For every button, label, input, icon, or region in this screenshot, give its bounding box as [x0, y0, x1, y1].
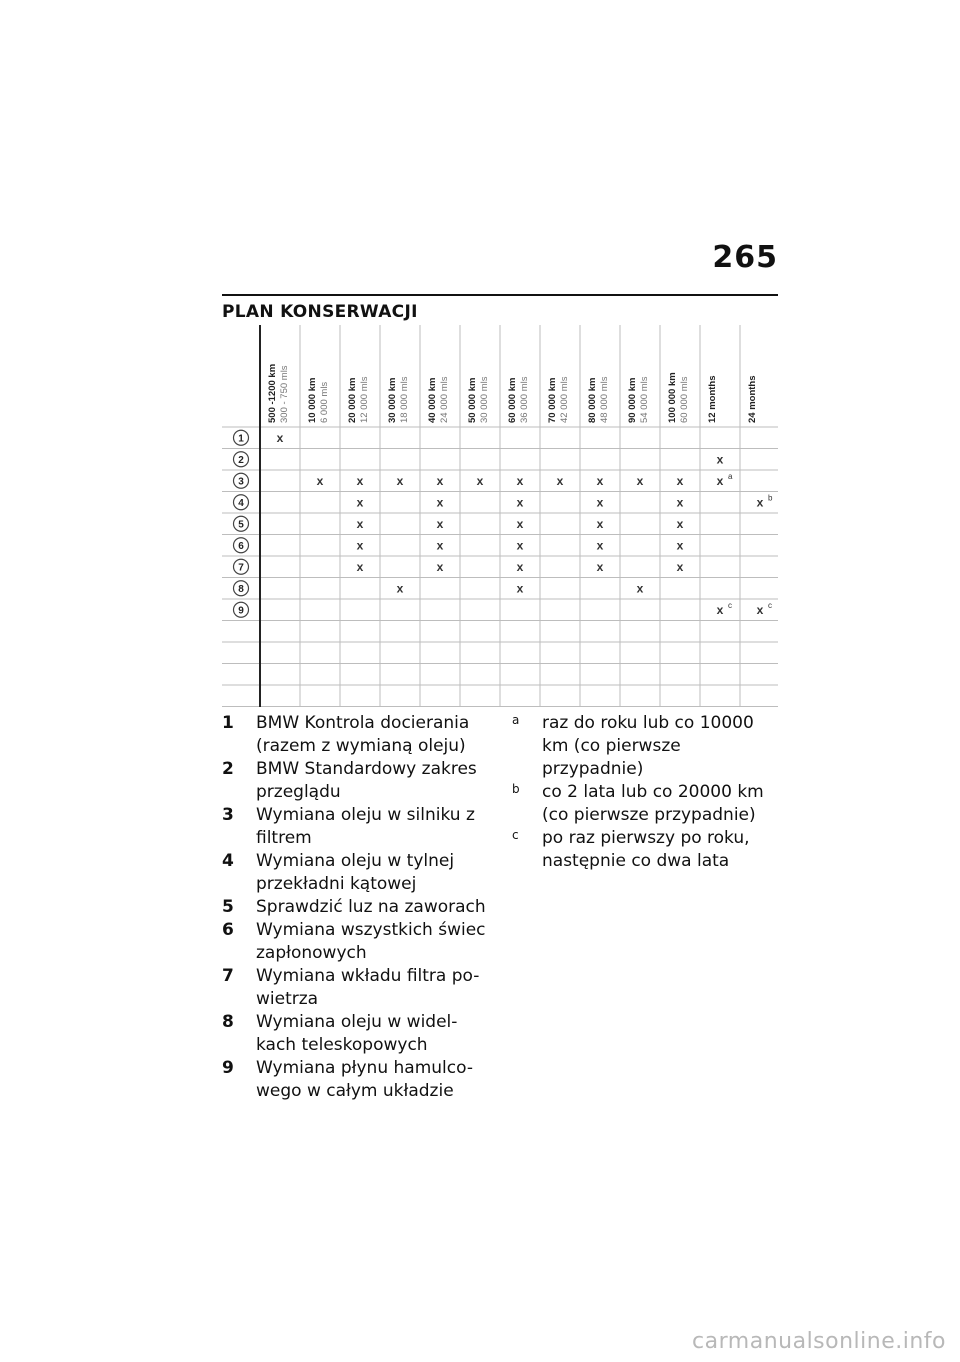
- column-header-mls: 60 000 mls: [679, 376, 690, 423]
- schedule-mark: x: [676, 516, 684, 531]
- schedule-mark: x: [716, 452, 724, 467]
- column-header-mls: 24 000 mls: [439, 376, 450, 423]
- column-header-mls: 30 000 mls: [479, 376, 490, 423]
- row-number: 3: [238, 476, 244, 488]
- legend-item-8: [222, 1011, 492, 1057]
- column-header-mls: 48 000 mls: [599, 376, 610, 423]
- legend-item-4: [222, 850, 492, 896]
- schedule-mark-footnote: a: [728, 471, 733, 481]
- legend-text: Wymiana oleju w widel-kach teleskopowych: [256, 1012, 458, 1055]
- column-header-km: 10 000 km: [307, 377, 318, 423]
- footnote-c: [512, 827, 782, 873]
- column-header-km: 500 -1200 km: [267, 363, 278, 423]
- row-number: 9: [238, 605, 244, 617]
- schedule-mark: x: [516, 581, 524, 596]
- schedule-mark: x: [596, 538, 604, 553]
- page-number: 265: [712, 240, 778, 275]
- schedule-mark: x: [436, 559, 444, 574]
- legend-item-1: [222, 712, 492, 758]
- watermark: carmanualsonline.info: [692, 1329, 946, 1354]
- schedule-mark: x: [276, 430, 284, 445]
- row-number: 2: [238, 454, 244, 466]
- legend-text: Wymiana płynu hamulco-wego w całym układzie: [256, 1058, 473, 1101]
- legend-number: 5: [222, 897, 234, 917]
- column-header-mls: 36 000 mls: [519, 376, 530, 423]
- footnote-list: [512, 712, 782, 873]
- legend-text: Wymiana wkładu filtra po-wietrza: [256, 966, 480, 1009]
- schedule-mark: x: [356, 495, 364, 510]
- legend-number: 1: [222, 713, 234, 733]
- schedule-mark: x: [356, 559, 364, 574]
- legend-text: BMW Standardowy zakres przeglądu: [256, 759, 477, 802]
- footnote-a: [512, 712, 782, 781]
- schedule-mark: x: [636, 473, 644, 488]
- schedule-mark: x: [716, 602, 724, 617]
- schedule-mark: x: [596, 516, 604, 531]
- schedule-mark: x: [516, 473, 524, 488]
- legend-item-3: [222, 804, 492, 850]
- legend-number: 9: [222, 1058, 234, 1078]
- schedule-mark: x: [596, 559, 604, 574]
- schedule-mark: x: [316, 473, 324, 488]
- schedule-mark: x: [636, 581, 644, 596]
- column-header-km: 30 000 km: [387, 377, 398, 423]
- footnote-text: po raz pierwszy po roku, następnie co dwa lata: [542, 828, 750, 871]
- column-header-km: 70 000 km: [547, 377, 558, 423]
- footnote-text: co 2 lata lub co 20000 km (co pierwsze przypadnie): [542, 782, 764, 825]
- row-number: 4: [238, 497, 244, 509]
- legend-item-5: [222, 896, 492, 919]
- schedule-mark: x: [516, 559, 524, 574]
- column-header-km: 90 000 km: [627, 377, 638, 423]
- schedule-mark: x: [596, 473, 604, 488]
- legend-number: 7: [222, 966, 234, 986]
- column-header-km: 24 months: [747, 375, 758, 423]
- column-header-mls: 42 000 mls: [559, 376, 570, 423]
- legend-item-9: [222, 1057, 492, 1103]
- legend-text: Sprawdzić luz na zaworach: [256, 897, 486, 917]
- footnote-letter: a: [512, 713, 520, 727]
- schedule-mark: x: [356, 538, 364, 553]
- schedule-mark: x: [476, 473, 484, 488]
- footnote-b: [512, 781, 782, 827]
- legend-text: Wymiana wszystkich świec zapłonowych: [256, 920, 486, 963]
- column-header-km: 40 000 km: [427, 377, 438, 423]
- schedule-mark: x: [436, 538, 444, 553]
- schedule-mark: x: [396, 581, 404, 596]
- footnote-letter: b: [512, 782, 520, 796]
- schedule-mark: x: [556, 473, 564, 488]
- schedule-mark: x: [436, 516, 444, 531]
- column-header-mls: 12 000 mls: [359, 376, 370, 423]
- schedule-mark: x: [676, 495, 684, 510]
- legend-number: 8: [222, 1012, 234, 1032]
- schedule-mark: x: [356, 473, 364, 488]
- column-header-km: 12 months: [707, 375, 718, 423]
- schedule-mark-footnote: c: [768, 600, 772, 610]
- legend-text: BMW Kontrola docierania (razem z wymianą oleju): [256, 713, 470, 756]
- column-header-km: 60 000 km: [507, 377, 518, 423]
- schedule-mark: x: [356, 516, 364, 531]
- column-header-mls: 54 000 mls: [639, 376, 650, 423]
- legend-item-6: [222, 919, 492, 965]
- legend-number: 6: [222, 920, 234, 940]
- column-header-km: 50 000 km: [467, 377, 478, 423]
- schedule-mark: x: [596, 495, 604, 510]
- schedule-mark-footnote: b: [768, 493, 773, 503]
- legend-list: [222, 712, 492, 1103]
- row-number: 1: [238, 433, 244, 445]
- schedule-mark: x: [396, 473, 404, 488]
- legend-number: 3: [222, 805, 234, 825]
- legend-item-7: [222, 965, 492, 1011]
- column-header-km: 20 000 km: [347, 377, 358, 423]
- schedule-mark: x: [516, 495, 524, 510]
- schedule-mark: x: [716, 473, 724, 488]
- row-number: 5: [238, 519, 244, 531]
- schedule-mark: x: [516, 516, 524, 531]
- row-number: 7: [238, 562, 244, 574]
- row-number: 8: [238, 583, 244, 595]
- row-number: 6: [238, 540, 244, 552]
- schedule-mark: x: [676, 559, 684, 574]
- schedule-mark-footnote: c: [728, 600, 732, 610]
- column-header-mls: 18 000 mls: [399, 376, 410, 423]
- column-header-mls: 300 - 750 mls: [279, 365, 290, 423]
- schedule-mark: x: [436, 495, 444, 510]
- maintenance-schedule-table: [222, 325, 782, 707]
- legend-text: Wymiana oleju w tylnej przekładni kątowej: [256, 851, 455, 894]
- footnote-letter: c: [512, 828, 519, 842]
- section-title: PLAN KONSERWACJI: [222, 294, 778, 322]
- footnote-text: raz do roku lub co 10000 km (co pierwsze przypadnie): [542, 713, 754, 779]
- schedule-mark: x: [756, 602, 764, 617]
- legend-text: Wymiana oleju w silniku z filtrem: [256, 805, 475, 848]
- schedule-mark: x: [676, 538, 684, 553]
- legend-number: 4: [222, 851, 234, 871]
- column-header-km: 100 000 km: [667, 372, 678, 423]
- schedule-mark: x: [516, 538, 524, 553]
- legend-number: 2: [222, 759, 234, 779]
- schedule-mark: x: [676, 473, 684, 488]
- schedule-mark: x: [756, 495, 764, 510]
- legend-item-2: [222, 758, 492, 804]
- column-header-mls: 6 000 mls: [319, 381, 330, 423]
- column-header-km: 80 000 km: [587, 377, 598, 423]
- schedule-mark: x: [436, 473, 444, 488]
